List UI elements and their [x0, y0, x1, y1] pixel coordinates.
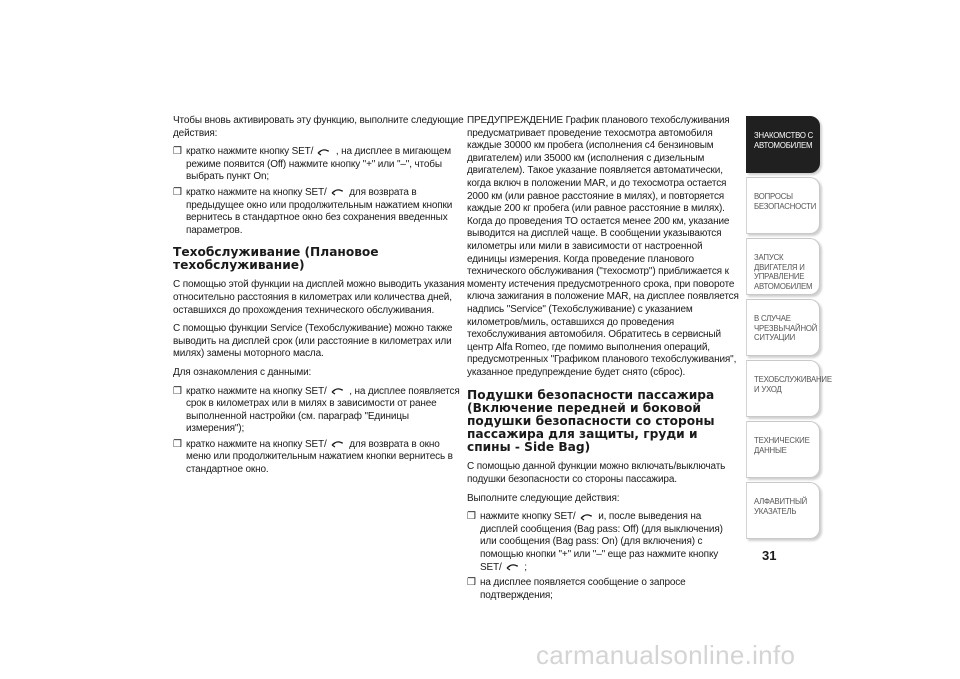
- tab-technical-data[interactable]: ТЕХНИЧЕСКИЕ ДАННЫЕ: [746, 421, 820, 478]
- paragraph: С помощью этой функции на дисплей можно выводить указания относительно расстояния в километрах или количества дней, оставшихся до прохождения технического обслуживания.: [173, 279, 465, 316]
- paragraph: Выполните следующие действия:: [467, 492, 620, 504]
- list-item: ❒ кратко нажмите на кнопку SET/ для возврата в предыдущее окно или продолжительным нажатием кнопки вернитесь в стандартное окно без сохранения введенных параметров.: [173, 186, 453, 236]
- paragraph: С помощью данной функции можно включать/выключать подушки безопасности со стороны пассажира.: [467, 461, 726, 486]
- tab-safety[interactable]: ВОПРОСЫ БЕЗОПАСНОСТИ: [746, 177, 820, 234]
- tab-starting-driving[interactable]: ЗАПУСК ДВИГАТЕЛЯ И УПРАВЛЕНИЕ АВТОМОБИЛЕМ: [746, 238, 820, 295]
- back-arrow-icon: [329, 387, 345, 395]
- section-heading-airbag: Подушки безопасности пассажира (Включение передней и боковой подушки безопасности со стороны пассажира для защиты, груди и спины - Side Bag): [467, 388, 715, 455]
- paragraph: Для ознакомления с данными:: [173, 366, 312, 378]
- list-item: ❒ кратко нажмите на кнопку SET/ , на дисплее появляется срок в километрах или в милях в зависимости от ранее выполненной настройки (см. параграф "Единицы измерения");: [173, 385, 460, 435]
- page-number: 31: [762, 548, 777, 563]
- tab-emergency[interactable]: В СЛУЧАЕ ЧРЕЗВЫЧАЙНОЙ СИТУАЦИИ: [746, 299, 820, 356]
- warning-paragraph: ПРЕДУПРЕЖДЕНИЕ График планового техобслуживания предусматривает проведение техосмотра автомобиля каждые 30000 км пробега (исполнения с4 бензиновым двигателем) или 35000 км (исполнения с дизельным двигателем). Такое указание появляется автоматически, когда включ в положении MAR, и до техосмотра остается 2000 км (или равное расстояние в милях), и повторяется каждые 200 кг пробега (или равное расстояние в милях). Когда до проведения ТО остается менее 200 км, указание выводится на дисплей чаще. В сообщении указываются километры или мили в зависимости от настроенной единицы измерения. Когда проведение планового технического обслуживания ("техосмотр") приближается к моменту истечения предусмотренного срока, при повороте ключа зажигания в положение MAR, на дисплее появляется надпись "Service" (Техобслуживание) с указанием километров/миль, оставшихся до проведения техобслуживания автомобиля. Обратитесь в сервисный центр Alfa Romeo, где помимо выполнения операций, предусмотренных "Графиком планового техобслуживания", указанное предупреждение будет снято (сброс).: [467, 115, 739, 378]
- intro-text: Чтобы вновь активировать эту функцию, выполните следующие действия:: [173, 115, 464, 139]
- bullet-mark: ❒: [173, 146, 182, 158]
- list-item: ❒ кратко нажмите кнопку SET/ , на дисплее в мигающем режиме появится (Off) нажмите кнопку "+" или "–", чтобы выбрать пункт On;: [173, 146, 451, 183]
- list-item: ❒ нажмите кнопку SET/ и, после выведения на дисплей сообщения (Bag pass: Off) (для выключения) или сообщения (Bag pass: On) (для включения) с помощью кнопки "+" или "–" еще раз нажмите кнопку SET/ ;: [467, 511, 723, 573]
- back-arrow-icon: [578, 513, 594, 521]
- tab-getting-to-know[interactable]: ЗНАКОМСТВО С АВТОМОБИЛЕМ: [746, 116, 820, 173]
- tab-index[interactable]: АЛФАВИТНЫЙ УКАЗАТЕЛЬ: [746, 482, 820, 539]
- back-arrow-icon: [329, 188, 345, 196]
- bullet-mark: ❒: [173, 385, 182, 397]
- bullet-mark: ❒: [467, 577, 476, 589]
- list-item: ❒ кратко нажмите на кнопку SET/ для возврата в окно меню или продолжительным нажатием кнопки вернитесь в стандартное окно.: [173, 438, 453, 476]
- tab-maintenance[interactable]: ТЕХОБСЛУЖИВАНИЕ И УХОД: [746, 360, 820, 417]
- right-column: [467, 115, 739, 605]
- bullet-mark: ❒: [173, 438, 182, 450]
- section-heading-service: Техобслуживание (Плановое техобслуживание): [173, 245, 379, 273]
- back-arrow-icon: [315, 148, 331, 156]
- back-arrow-icon: [504, 563, 520, 571]
- watermark: carmanualsonline.info: [536, 640, 796, 670]
- back-arrow-icon: [329, 440, 345, 448]
- list-item: ❒ на дисплее появляется сообщение о запросе подтверждения;: [467, 577, 686, 601]
- chapter-tabs: [746, 116, 832, 543]
- paragraph: С помощью функции Service (Техобслуживание) можно также выводить на дисплей срок (или расстояние в километрах или милях) замены моторного масла.: [173, 323, 453, 360]
- left-column: [173, 115, 465, 480]
- bullet-mark: ❒: [467, 511, 476, 523]
- bullet-mark: ❒: [173, 186, 182, 198]
